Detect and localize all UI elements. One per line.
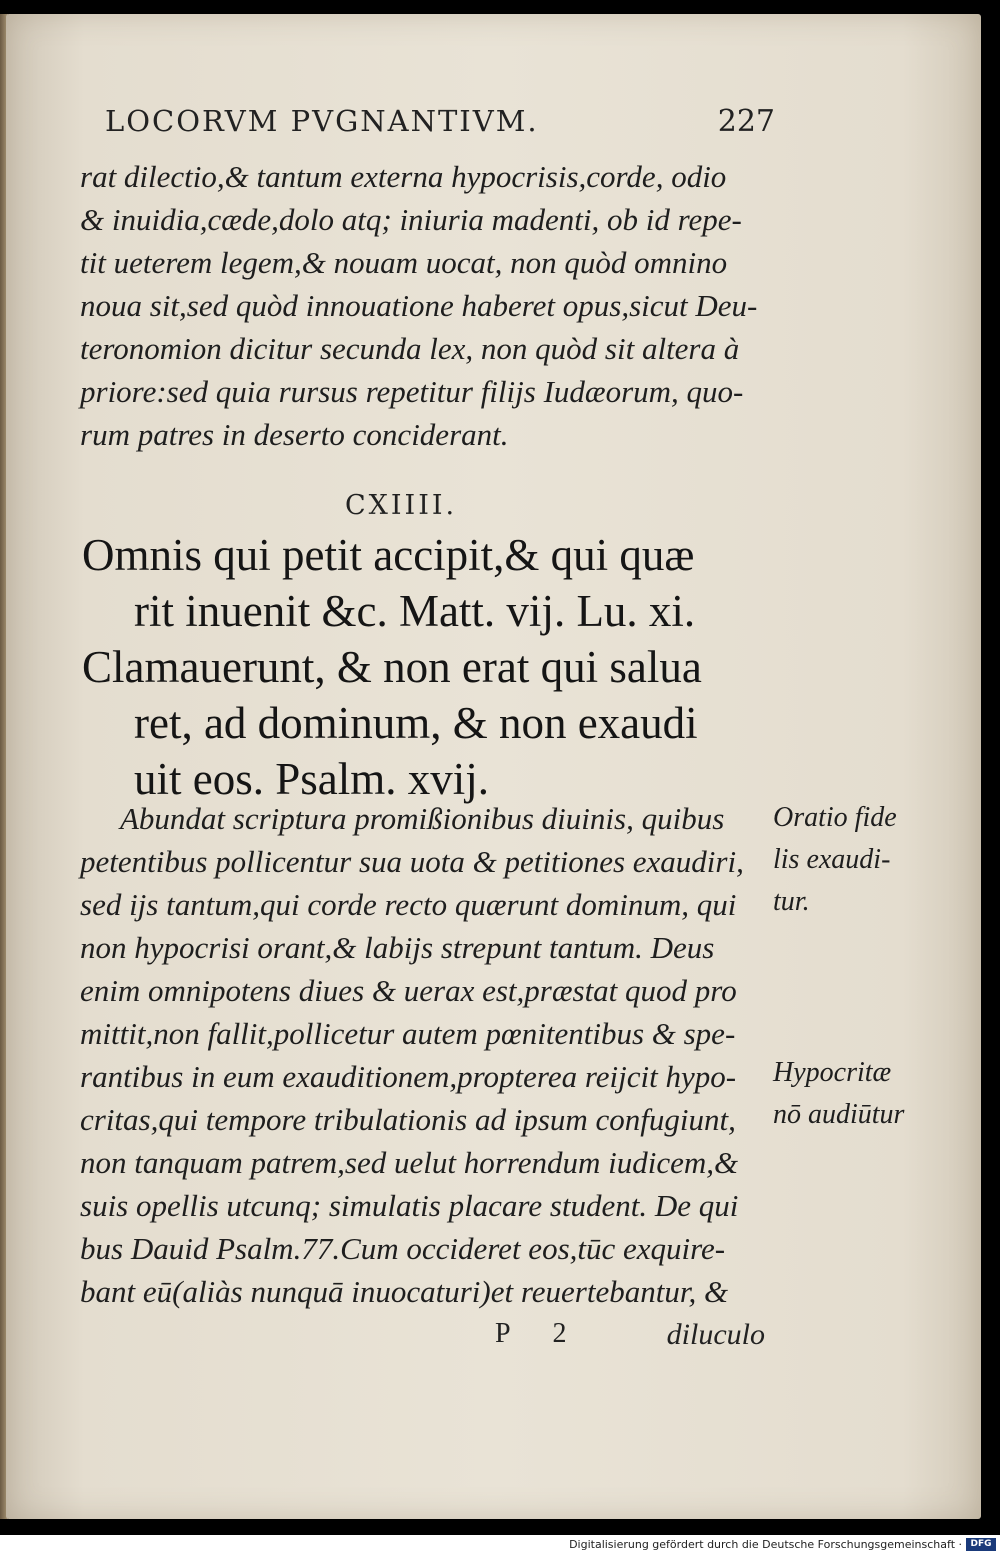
page-footer — [495, 1318, 765, 1358]
section-heading — [82, 527, 772, 807]
text-line: enim omnipotens diues & uerax est,præstat quod pro — [80, 973, 737, 1008]
digitization-credit-bar — [0, 1535, 1000, 1555]
heading-line: Omnis qui petit accipit,& qui quæ — [82, 530, 695, 580]
dfg-logo-icon: DFG — [966, 1538, 996, 1551]
text-line: non hypocrisi orant,& labijs strepunt tantum. Deus — [80, 930, 715, 965]
heading-line: ret, ad dominum, & non exaudi — [134, 698, 698, 748]
text-line: sed ijs tantum,qui corde recto quærunt dominum, qui — [80, 887, 737, 922]
signature-mark: P 2 — [495, 1318, 585, 1349]
text-line: bus Dauid Psalm.77.Cum occideret eos,tūc exquire- — [80, 1231, 726, 1266]
text-line: rat dilectio,& tantum externa hypocrisis,corde, odio — [80, 159, 727, 194]
margin-note-line: lis exaudi- — [773, 844, 891, 875]
section-number: CXIIII. — [345, 490, 458, 521]
text-line: noua sit,sed quòd innouatione haberet opus,sicut Deu- — [80, 288, 758, 323]
text-line: & inuidia,cæde,dolo atq; iniuria madenti, ob id repe- — [80, 202, 742, 237]
text-line: non tanquam patrem,sed uelut horrendum iudicem,& — [80, 1145, 739, 1180]
running-title: LOCORVM PVGNANTIVM. — [105, 104, 539, 138]
margin-note — [773, 1052, 963, 1136]
margin-note-line: Oratio fide — [773, 802, 897, 833]
margin-note-line: tur. — [773, 886, 810, 917]
text-block-continuation — [80, 155, 770, 456]
text-line: petentibus pollicentur sua uota & petitiones exaudiri, — [80, 844, 744, 879]
margin-note — [773, 797, 963, 923]
text-line: rum patres in deserto conciderant. — [80, 417, 509, 452]
page-number: 227 — [717, 104, 775, 139]
catchword: diluculo — [666, 1318, 765, 1351]
text-block-commentary — [80, 797, 770, 1313]
text-line: critas,qui tempore tribulationis ad ipsum confugiunt, — [80, 1102, 736, 1137]
text-line: priore:sed quia rursus repetitur filijs Iudæorum, quo- — [80, 374, 744, 409]
margin-note-line: nō audiūtur — [773, 1099, 905, 1130]
heading-line: uit eos. Psalm. xvij. — [134, 754, 490, 804]
text-line: tit ueterem legem,& nouam uocat, non quòd omnino — [80, 245, 728, 280]
text-line: mittit,non fallit,pollicetur autem pœnitentibus & spe- — [80, 1016, 736, 1051]
text-line: suis opellis utcunq; simulatis placare student. De qui — [80, 1188, 739, 1223]
text-line: Abundat scriptura promißionibus diuinis, quibus — [120, 801, 725, 836]
credit-text: Digitalisierung gefördert durch die Deutsche Forschungsgemeinschaft · — [569, 1538, 962, 1551]
heading-line: rit inuenit &c. Matt. vij. Lu. xi. — [134, 586, 696, 636]
text-line: teronomion dicitur secunda lex, non quòd sit altera à — [80, 331, 740, 366]
text-line: rantibus in eum exauditionem,propterea reijcit hypo- — [80, 1059, 737, 1094]
heading-line: Clamauerunt, & non erat qui salua — [82, 642, 702, 692]
text-line: bant eū(aliàs nunquā inuocaturi)et reuertebantur, & — [80, 1274, 729, 1309]
page-header — [105, 104, 775, 144]
margin-note-line: Hypocritæ — [773, 1057, 892, 1088]
